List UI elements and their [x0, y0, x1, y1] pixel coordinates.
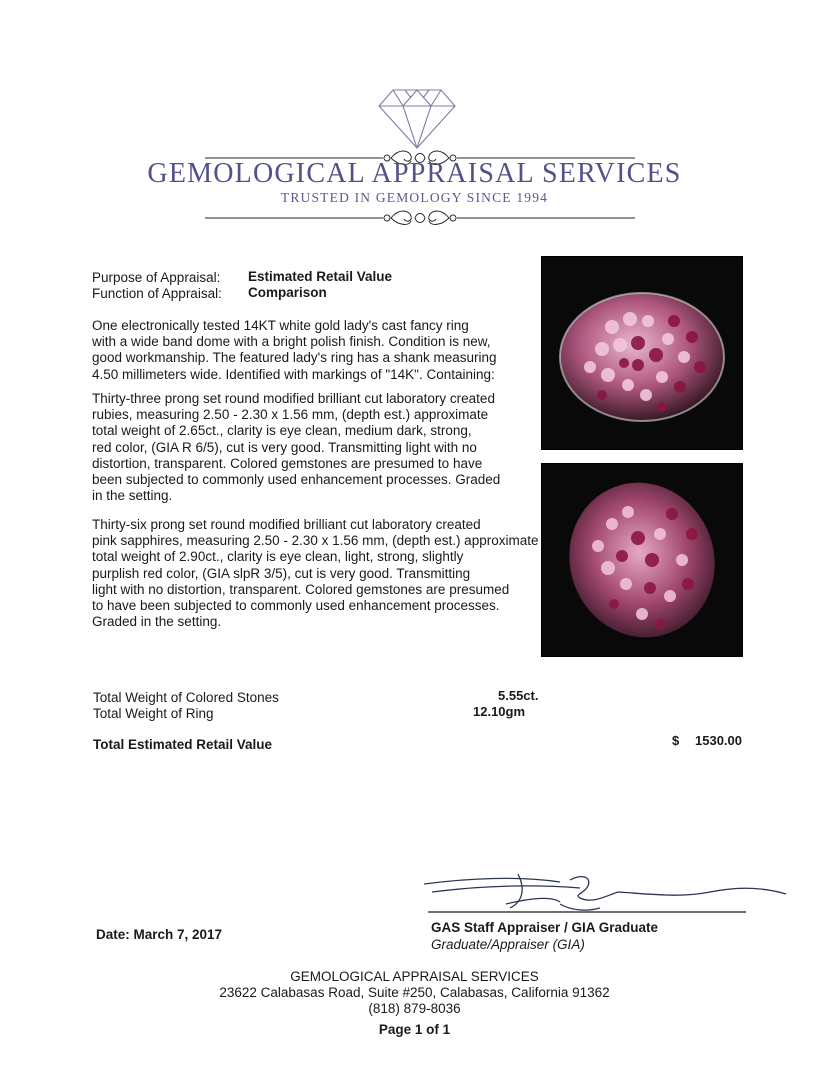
colored-stones-weight-value: 5.55ct. — [498, 688, 539, 703]
ring-weight-value: 12.10gm — [473, 704, 526, 719]
appraiser-signature — [410, 868, 790, 918]
appraiser-subtitle: Graduate/Appraiser (GIA) — [431, 937, 585, 952]
company-name-logo: GEMOLOGICAL APPRAISAL SERVICES — [147, 158, 682, 189]
ring-description: One electronically tested 14KT white gold lady's cast fancy ring with a wide band dome with a bright polish finish. Condition is new, good workmanship. The featured lady's ring has a shank measuring 4.50 millimeters wide. Identified with markings of "14K". Containing: — [92, 318, 497, 382]
ring-photo-bottom — [541, 463, 743, 657]
header-bottom-ornament — [205, 206, 635, 230]
function-label: Function of Appraisal: — [92, 286, 222, 301]
page-number: Page 1 of 1 — [378, 1022, 451, 1037]
footer-phone: (818) 879-8036 — [368, 1001, 461, 1016]
company-tagline: TRUSTED IN GEMOLOGY SINCE 1994 — [280, 190, 549, 205]
appraisal-date: Date: March 7, 2017 — [96, 927, 223, 942]
function-value: Comparison — [248, 285, 327, 300]
purpose-value: Estimated Retail Value — [248, 269, 393, 284]
footer-company: GEMOLOGICAL APPRAISAL SERVICES — [290, 969, 539, 984]
ruby-description: Thirty-three prong set round modified brilliant cut laboratory created rubies, measuring 2.50 - 2.30 x 1.56 mm, (depth est.) approximate total weight of 2.65ct., clarity is eye clean, medium dark, strong, red color, (GIA R 6/5), cut is very good. Transmitting light with no distortion, transparent. Colored gemstones are presumed to have been subjected to commonly used enhancement processes. Graded in the setting. — [92, 391, 501, 504]
retail-value-label: Total Estimated Retail Value — [93, 737, 273, 752]
sapphire-description: Thirty-six prong set round modified brilliant cut laboratory created pink sapphires, measuring 2.50 - 2.30 x 1.56 mm, (depth est.) approximate total weight of 2.90ct., clarity is eye clean, light, strong, slightly purplish red color, (GIA slpR 3/5), cut is very good. Transmitting light with no distortion, transparent. Colored gemstones are presumed to have been subjected to commonly used enhancement processes. Graded in the setting. — [92, 517, 539, 630]
colored-stones-weight-label: Total Weight of Colored Stones — [93, 690, 279, 705]
purpose-label: Purpose of Appraisal: — [92, 270, 221, 285]
ring-photo-top — [541, 256, 743, 450]
appraiser-title: GAS Staff Appraiser / GIA Graduate — [431, 920, 659, 935]
diamond-icon — [377, 88, 457, 150]
retail-currency-symbol: $ — [672, 733, 680, 748]
retail-value-amount: 1530.00 — [695, 733, 742, 748]
ring-weight-label: Total Weight of Ring — [93, 706, 214, 721]
footer-address: 23622 Calabasas Road, Suite #250, Calabasas, California 91362 — [219, 985, 610, 1000]
